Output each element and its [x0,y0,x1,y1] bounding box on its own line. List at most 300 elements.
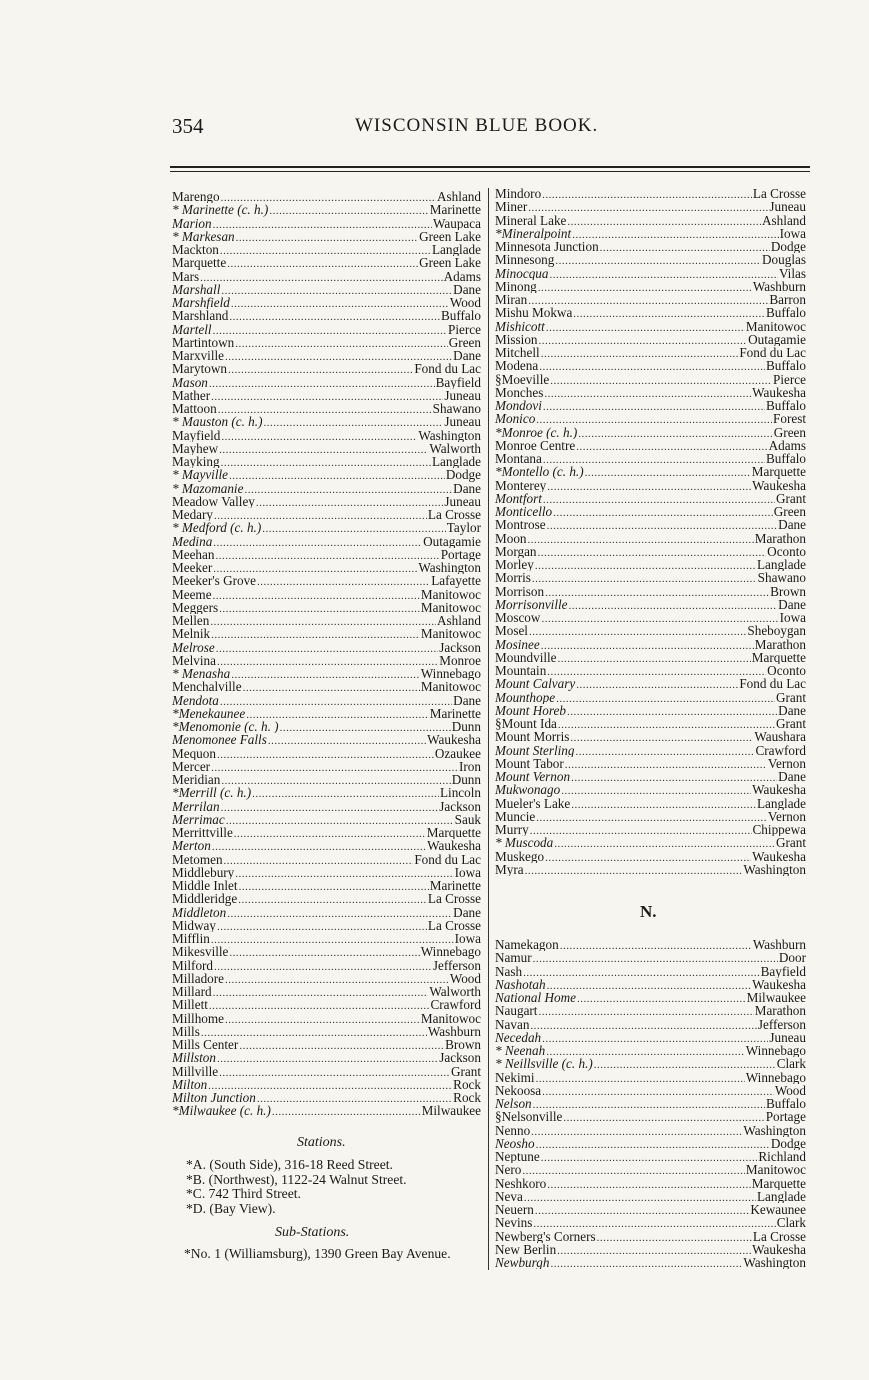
place-entry [172,1051,481,1064]
county-name: Waukesha [752,1242,806,1256]
place-entry [172,482,481,495]
place-entry [495,1177,806,1190]
place-entry [495,187,806,200]
place-name: Nekoosa [495,1083,542,1097]
leader-dots [530,825,752,836]
leader-dots [239,1040,444,1051]
place-name: *Menekaunee [172,706,246,720]
place-entry [172,720,481,733]
county-name: Rock [453,1091,481,1105]
leader-dots [243,682,420,693]
leader-dots [235,338,448,349]
county-name: Wood [449,296,481,310]
leader-dots [231,298,449,309]
leader-dots [560,940,752,951]
county-name: Juneau [444,494,481,508]
place-entry [172,641,481,654]
county-name: Fond du Lac [414,362,481,376]
place-entry [172,376,481,389]
leader-dots [543,494,775,505]
place-name: Meeme [172,587,212,601]
place-name: Modena [495,359,539,373]
place-entry [172,468,481,481]
place-name: §Moeville [495,372,550,386]
place-entry [495,545,806,558]
place-name: * Mayville [172,468,229,482]
place-name: Mounthope [495,690,556,704]
leader-dots [535,560,756,571]
county-name: Lafayette [431,574,481,588]
leader-dots [211,391,443,402]
county-name: Chippewa [752,823,806,837]
county-name: Manitowoc [420,1011,481,1025]
county-name: Outagamie [748,332,806,346]
place-name: Mackton [172,243,219,257]
county-name: Shawano [432,402,481,416]
leader-dots [570,732,753,743]
leader-dots [556,693,775,704]
county-name: Juneau [444,388,481,402]
place-entry [172,588,481,601]
header-rule-thin [170,171,810,172]
place-name: Marshall [172,282,221,296]
county-name: Shawano [757,571,806,585]
leader-dots [246,709,429,720]
place-entry [172,826,481,839]
place-name: *Milwaukee (c. h.) [172,1104,271,1118]
place-entry [495,240,806,253]
place-name: * Markesan [172,229,235,243]
leader-dots [539,361,765,372]
county-name: Adams [768,438,806,452]
leader-dots [547,666,766,677]
place-name: Milton Junction [172,1091,256,1105]
leader-dots [221,775,450,786]
county-name: Winnebago [745,1070,806,1084]
place-name: Minocqua [495,266,549,280]
place-name: Marshland [172,309,229,323]
place-name: Morrisonville [495,597,568,611]
place-entry [495,951,806,964]
county-name: Milwaukee [421,1104,481,1118]
place-name: Nashotah [495,977,546,991]
place-entry [172,362,481,375]
place-name: Mikesville [172,945,229,959]
leader-dots [558,653,751,664]
leader-dots [576,679,738,690]
leader-dots [218,404,432,415]
leader-dots [543,454,765,465]
county-name: Brown [770,584,806,598]
place-entry [495,730,806,743]
leader-dots [529,626,746,637]
leader-dots [219,444,428,455]
place-entry [495,306,806,319]
leader-dots [213,537,422,548]
place-entry [495,938,806,951]
leader-dots [576,746,755,757]
leader-dots [524,1192,756,1203]
leader-dots [547,520,778,531]
place-name: Minnesota Junction [495,240,599,254]
place-name: Middle Inlet [172,879,238,893]
place-entry [495,624,806,637]
leader-dots [528,295,768,306]
place-entry [172,230,481,243]
place-entry [495,991,806,1004]
leader-dots [244,484,452,495]
place-name: Millard [172,985,212,999]
place-name: * Menasha [172,667,231,681]
place-entry [495,1150,806,1163]
county-name: Dane [778,597,806,611]
county-name: Wood [774,1083,806,1097]
leader-dots [225,1014,420,1025]
leader-dots [239,881,429,892]
leader-dots [538,1006,753,1017]
place-name: *Mineralpoint [495,226,572,240]
county-name: Dane [778,703,806,717]
place-name: Meadow Valley [172,494,255,508]
place-name: Monterey [495,478,547,492]
place-entry [172,574,481,587]
place-name: Minnesong [495,253,555,267]
county-name: Waukesha [752,783,806,797]
place-name: Namekagon [495,938,559,952]
county-name: Washburn [752,279,806,293]
place-entry [172,455,481,468]
leader-dots [542,1086,774,1097]
county-name: Buffalo [765,1097,806,1111]
place-name: Neptune [495,1150,540,1164]
place-entry [172,786,481,799]
place-entry [172,959,481,972]
county-name: Marinette [429,879,481,893]
place-entry [172,733,481,746]
leader-dots [280,722,451,733]
place-name: Medina [172,534,213,548]
leader-dots [536,1139,770,1150]
place-entry [172,707,481,720]
county-name: Grant [775,836,806,850]
county-name: Manitowoc [420,627,481,641]
county-name: Dane [778,518,806,532]
county-name: La Crosse [427,892,481,906]
leader-dots [555,255,761,266]
county-name: Waukesha [752,977,806,991]
place-entry [495,770,806,783]
county-name: Washington [418,428,481,442]
leader-dots [531,1126,742,1137]
place-name: Mendota [172,693,219,707]
leader-dots [200,272,443,283]
leader-dots [221,285,452,296]
place-name: Montfort [495,491,542,505]
county-name: Buffalo [440,309,481,323]
county-name: Green Lake [419,229,481,243]
leader-dots [535,1205,750,1216]
place-name: Marshfield [172,296,230,310]
leader-dots [225,351,452,362]
place-name: Mondovi [495,399,542,413]
leader-dots [224,855,414,866]
leader-dots [220,245,431,256]
leader-dots [594,1059,776,1070]
place-name: Muncie [495,809,536,823]
place-name: Mount Tabor [495,756,564,770]
place-entry [172,1065,481,1078]
place-name: Mayhew [172,441,219,455]
county-name: Forest [773,412,806,426]
place-name: Mount Horeb [495,703,566,717]
county-name: Marquette [751,465,806,479]
place-name: Mount Sterling [495,743,575,757]
leader-dots [545,852,751,863]
place-name: Mount Vernon [495,770,571,784]
place-entry [172,773,481,786]
leader-dots [538,282,752,293]
place-entry [495,1216,806,1229]
county-name: Jefferson [432,958,481,972]
place-entry [495,1044,806,1057]
county-name: Washburn [752,938,806,952]
place-name: Monticello [495,505,553,519]
place-entry [495,757,806,770]
leader-dots [554,838,775,849]
place-name: Mills [172,1024,200,1038]
county-name: Fond du Lac [739,677,806,691]
county-name: Ashland [437,614,481,628]
place-name: Neosho [495,1136,535,1150]
leader-dots [209,378,435,389]
county-name: Lincoln [439,786,481,800]
county-name: Washington [743,1123,806,1137]
leader-dots [547,980,752,991]
place-entry [172,1091,481,1104]
column-divider [488,188,489,1270]
place-name: Moscow [495,611,541,625]
county-name: Ozaukee [434,746,481,760]
county-name: Iowa [779,611,806,625]
place-name: Moundville [495,650,557,664]
leader-dots [268,735,426,746]
place-entry [172,296,481,309]
county-name: La Crosse [427,918,481,932]
place-entry [495,359,806,372]
running-title: WISCONSIN BLUE BOOK. [355,115,599,136]
place-entry [172,402,481,415]
place-name: * Mauston (c. h.) [172,415,263,429]
place-entry [172,601,481,614]
place-entry [495,505,806,518]
place-entry [495,1203,806,1216]
place-name: Marengo [172,190,220,204]
place-name: Muskego [495,849,545,863]
county-name: Fond du Lac [414,852,481,866]
place-entry [495,333,806,346]
leader-dots [215,550,439,561]
leader-dots [532,573,757,584]
county-name: Richland [758,1150,806,1164]
leader-dots [543,401,765,412]
left-column-list [172,190,481,1118]
place-entry [495,1018,806,1031]
place-name: Merrittville [172,826,233,840]
county-name: Bayfield [760,964,806,978]
leader-dots [569,600,778,611]
county-name: Winnebago [420,667,481,681]
county-name: Clark [776,1216,806,1230]
leader-dots [536,1073,745,1084]
place-name: Millett [172,998,208,1012]
county-name: Waukesha [752,849,806,863]
substation-note: *No. 1 (Williamsburg), 1390 Green Bay Avenue. [184,1246,451,1261]
place-name: §Nelsonville [495,1110,563,1124]
place-name: *Monroe (c. h.) [495,425,578,439]
county-name: Manitowoc [420,587,481,601]
place-entry [495,532,806,545]
county-name: Grant [775,690,806,704]
place-name: *Merrill (c. h.) [172,786,252,800]
place-name: Middleridge [172,892,238,906]
place-name: Mayking [172,455,220,469]
place-entry [495,598,806,611]
county-name: Waukesha [427,839,481,853]
place-entry [172,203,481,216]
stations-heading: Stations. [297,1135,346,1150]
place-name: Melvina [172,653,216,667]
county-name: Green Lake [419,256,481,270]
county-name: Ashland [762,213,806,227]
place-name: Mishu Mokwa [495,306,573,320]
place-entry [495,373,806,386]
place-name: Mars [172,269,200,283]
place-entry [495,386,806,399]
leader-dots [525,865,743,876]
county-name: Iowa [454,932,481,946]
leader-dots [257,1093,452,1104]
place-name: Mindoro [495,187,542,201]
place-name: * Medford (c. h.) [172,521,262,535]
county-name: Buffalo [765,359,806,373]
place-entry [495,704,806,717]
leader-dots [546,1046,745,1057]
place-entry [495,1190,806,1203]
place-entry [495,638,806,651]
county-name: Kewaunee [750,1203,806,1217]
leader-dots [523,967,759,978]
county-name: Jackson [439,799,481,813]
leader-dots [576,441,767,452]
place-name: Nenno [495,1123,531,1137]
leader-dots [571,799,756,810]
leader-dots [229,947,419,958]
place-name: Namur [495,951,532,965]
leader-dots [600,242,770,253]
leader-dots [209,1000,430,1011]
county-name: Wood [449,971,481,985]
leader-dots [228,364,413,375]
place-name: Mellen [172,614,210,628]
county-name: Rock [453,1077,481,1091]
leader-dots [211,629,420,640]
place-name: Neva [495,1189,523,1203]
place-entry [172,998,481,1011]
place-entry [172,800,481,813]
county-name: Barron [769,293,806,307]
place-entry [495,293,806,306]
place-name: Morley [495,558,534,572]
leader-dots [213,219,432,230]
county-name: Waukesha [752,478,806,492]
leader-dots [257,576,430,587]
place-name: Marion [172,216,212,230]
place-name: Meeker's Grove [172,574,257,588]
county-name: Manitowoc [745,319,806,333]
county-name: Langlade [756,796,806,810]
place-name: Necedah [495,1030,542,1044]
place-entry [172,1038,481,1051]
place-name: Mount Morris [495,730,570,744]
place-name: Mission [495,332,538,346]
place-entry [495,465,806,478]
place-name: Moon [495,531,527,545]
county-name: Jackson [439,640,481,654]
county-name: Waupaca [433,216,481,230]
county-name: Walworth [429,985,481,999]
county-name: Oconto [767,664,806,678]
place-name: Mattoon [172,402,217,416]
place-entry [495,399,806,412]
place-name: Menchalville [172,680,242,694]
place-name: Merrimac [172,812,225,826]
leader-dots [572,229,778,240]
place-name: Midway [172,918,216,932]
leader-dots [221,802,439,813]
leader-dots [547,1179,751,1190]
place-entry [172,839,481,852]
leader-dots [597,1232,752,1243]
county-name: Bayfield [435,375,481,389]
place-entry [172,349,481,362]
leader-dots [214,961,432,972]
place-name: National Home [495,991,576,1005]
page-number: 354 [172,114,204,138]
leader-dots [221,457,431,468]
place-name: Middlebury [172,865,235,879]
place-entry [172,747,481,760]
place-name: Nevins [495,1216,533,1230]
place-entry [495,558,806,571]
place-entry [172,985,481,998]
county-name: Grant [775,491,806,505]
place-name: Mukwonago [495,783,561,797]
place-name: *Menomonie (c. h. ) [172,720,279,734]
county-name: La Crosse [752,1229,806,1243]
place-name: Miner [495,200,528,214]
county-name: Green [773,425,806,439]
place-name: Milford [172,958,214,972]
place-entry [172,932,481,945]
leader-dots [234,828,426,839]
leader-dots [217,1053,438,1064]
leader-dots [533,953,778,964]
place-entry [495,978,806,991]
county-name: Langlade [756,1189,806,1203]
leader-dots [578,428,773,439]
county-name: Marathon [754,637,806,651]
station-item: *D. (Bay View). [186,1200,276,1216]
